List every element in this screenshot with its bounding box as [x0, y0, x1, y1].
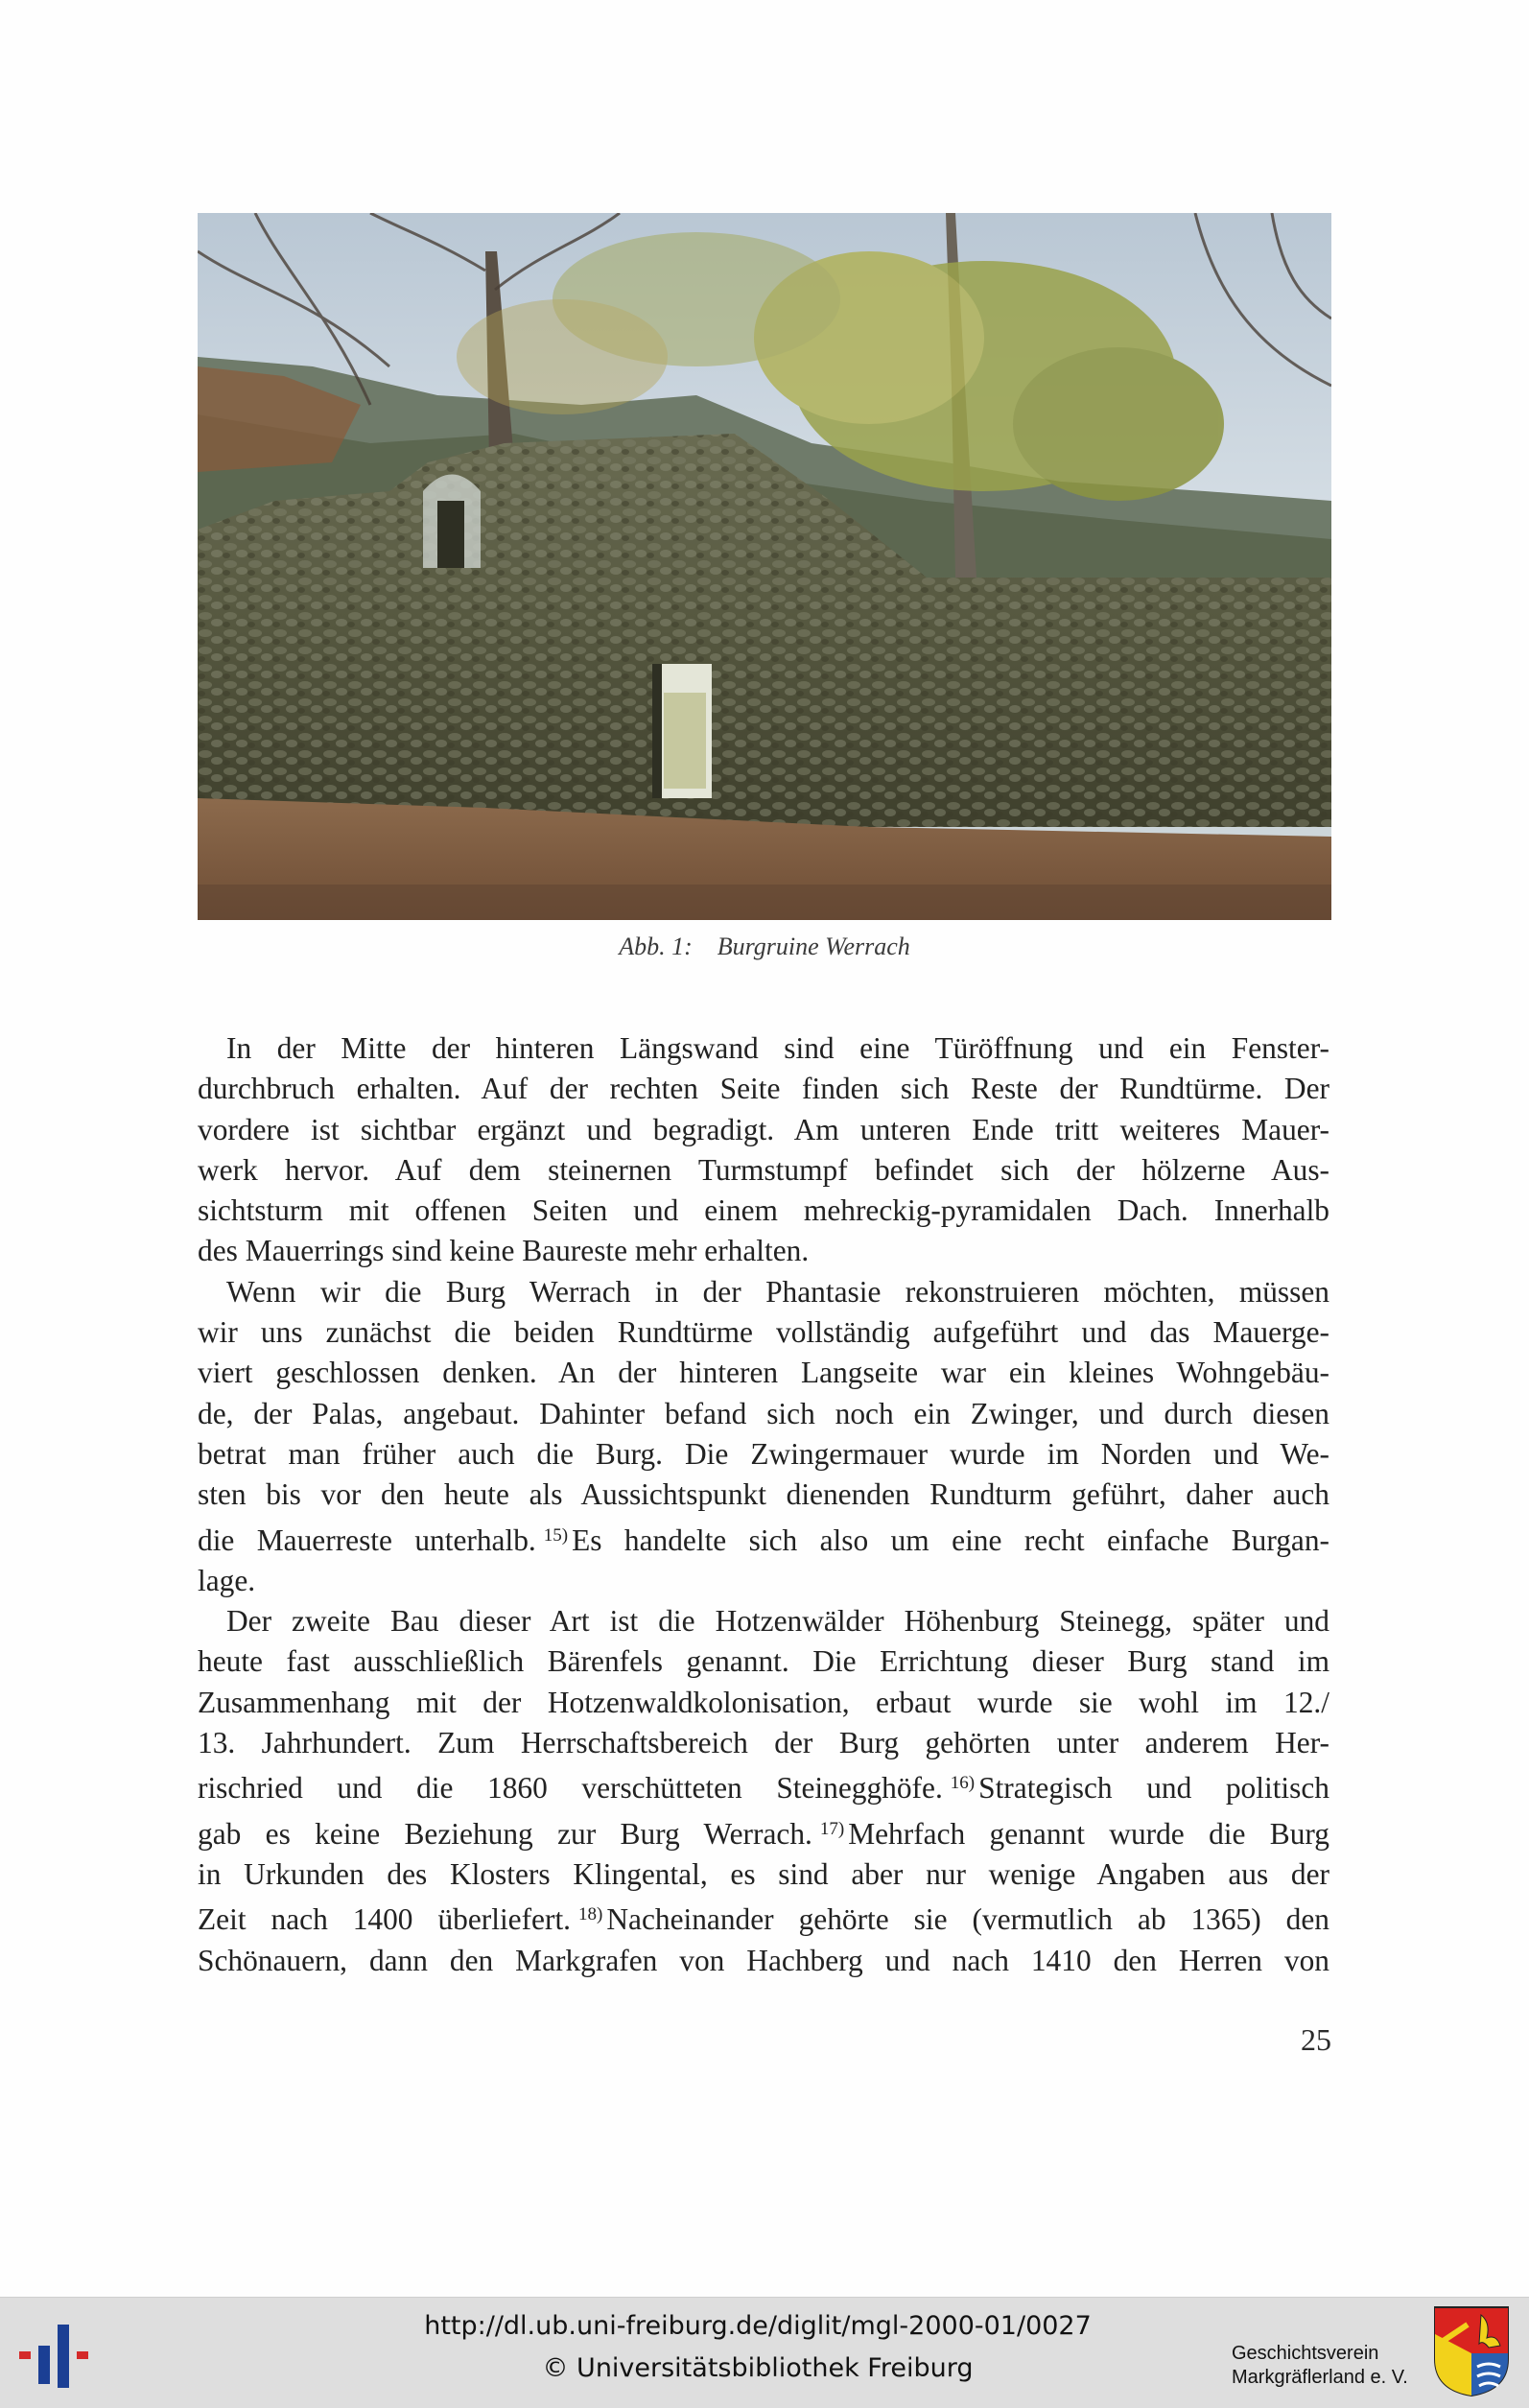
text-segment: Zeit nach 1400 überliefert. [198, 1902, 572, 1937]
footnote-ref: 15) [543, 1524, 569, 1546]
castle-ruin-photo-icon [198, 213, 1331, 920]
text-line [198, 1516, 1329, 1561]
text-segment: gab es keine Beziehung zur Burg Werrach. [198, 1816, 812, 1851]
text-line: Wenn wir die Burg Werrach in der Phantasie rekonstruieren möchten, müssen [226, 1274, 1329, 1309]
text-line: Schönauern, dann den Markgrafen von Hachberg und nach 1410 den Herren von [198, 1943, 1329, 1977]
paragraph [198, 1028, 1329, 1272]
society-line: Geschichtsverein [1232, 2343, 1379, 2364]
text-line: Zusammenhang mit der Hotzenwaldkolonisation, erbaut wurde sie wohl im 12./ [198, 1685, 1329, 1719]
coat-of-arms-icon [1433, 2305, 1510, 2397]
text-line: wir uns zunächst die beiden Rundtürme vollständig aufgeführt und das Mauerge- [198, 1315, 1329, 1350]
caption-title: Burgruine Werrach [717, 933, 910, 960]
footnote-ref: 18) [578, 1904, 603, 1925]
caption-label: Abb. 1: [619, 933, 693, 960]
text-line: sten bis vor den heute als Aussichtspunkt dienenden Rundturm geführt, daher auch [198, 1477, 1329, 1512]
text-segment: die Mauerreste unterhalb. [198, 1523, 536, 1557]
footnote-ref: 16) [950, 1773, 976, 1794]
text-segment: Es handelte sich also um eine recht einfache Burgan- [572, 1523, 1329, 1557]
page-number: 25 [1301, 2022, 1331, 2057]
text-segment: Strategisch und politisch [978, 1771, 1329, 1806]
text-line: In der Mitte der hinteren Längswand sind eine Türöffnung und ein Fenster- [226, 1031, 1329, 1065]
society-line: Markgräflerland e. V. [1232, 2367, 1408, 2388]
text-line: viert geschlossen denken. An der hinteren Langseite war ein kleines Wohngebäu- [198, 1356, 1329, 1390]
footnote-ref: 17) [819, 1818, 845, 1839]
text-line: de, der Palas, angebaut. Dahinter befand sich noch ein Zwinger, und durch diesen [198, 1396, 1329, 1430]
text-line [198, 1895, 1329, 1940]
text-segment: rischried und die 1860 verschütteten Steinegghöfe. [198, 1771, 943, 1806]
text-segment: Mehrfach genannt wurde die Burg [848, 1816, 1329, 1851]
paragraph [198, 1272, 1329, 1601]
society-name [1232, 2342, 1443, 2390]
text-line: 13. Jahrhundert. Zum Herrschaftsbereich der Burg gehörten unter anderem Her- [198, 1726, 1329, 1760]
figure-caption [198, 933, 1331, 961]
castle-ruin-photo [198, 213, 1331, 920]
copyright-notice: © Universitätsbibliothek Freiburg [542, 2353, 974, 2383]
text-line: Der zweite Bau dieser Art ist die Hotzenwälder Höhenburg Steinegg, später und [226, 1604, 1329, 1639]
text-line: vordere ist sichtbar ergänzt und begradigt. Am unteren Ende tritt weiteres Mauer- [198, 1112, 1329, 1146]
body-text [198, 1028, 1329, 1981]
text-line [198, 1763, 1329, 1808]
text-segment: Nacheinander gehörte sie (vermutlich ab 1365) den [606, 1902, 1329, 1937]
text-line: heute fast ausschließlich Bärenfels genannt. Die Errichtung dieser Burg stand im [198, 1644, 1329, 1679]
text-line: sichtsturm mit offenen Seiten und einem mehreckig-pyramidalen Dach. Innerhalb [198, 1193, 1329, 1228]
text-line [198, 1809, 1329, 1854]
text-line: lage. [198, 1563, 256, 1597]
text-line: durchbruch erhalten. Auf der rechten Seite finden sich Reste der Rundtürme. Der [198, 1072, 1329, 1106]
text-line: werk hervor. Auf dem steinernen Turmstumpf befindet sich der hölzerne Aus- [198, 1152, 1329, 1187]
text-line: in Urkunden des Klosters Klingental, es sind aber nur wenige Angaben aus der [198, 1856, 1329, 1891]
text-line: betrat man früher auch die Burg. Die Zwingermauer wurde im Norden und We- [198, 1436, 1329, 1471]
source-url-link[interactable]: http://dl.ub.uni-freiburg.de/diglit/mgl-2000-01/0027 [424, 2311, 1092, 2341]
viewer-footer [0, 2297, 1529, 2408]
ub-freiburg-logo-icon[interactable] [19, 2317, 100, 2394]
text-line: des Mauerrings sind keine Baureste mehr erhalten. [198, 1234, 810, 1268]
paragraph [198, 1601, 1329, 1981]
